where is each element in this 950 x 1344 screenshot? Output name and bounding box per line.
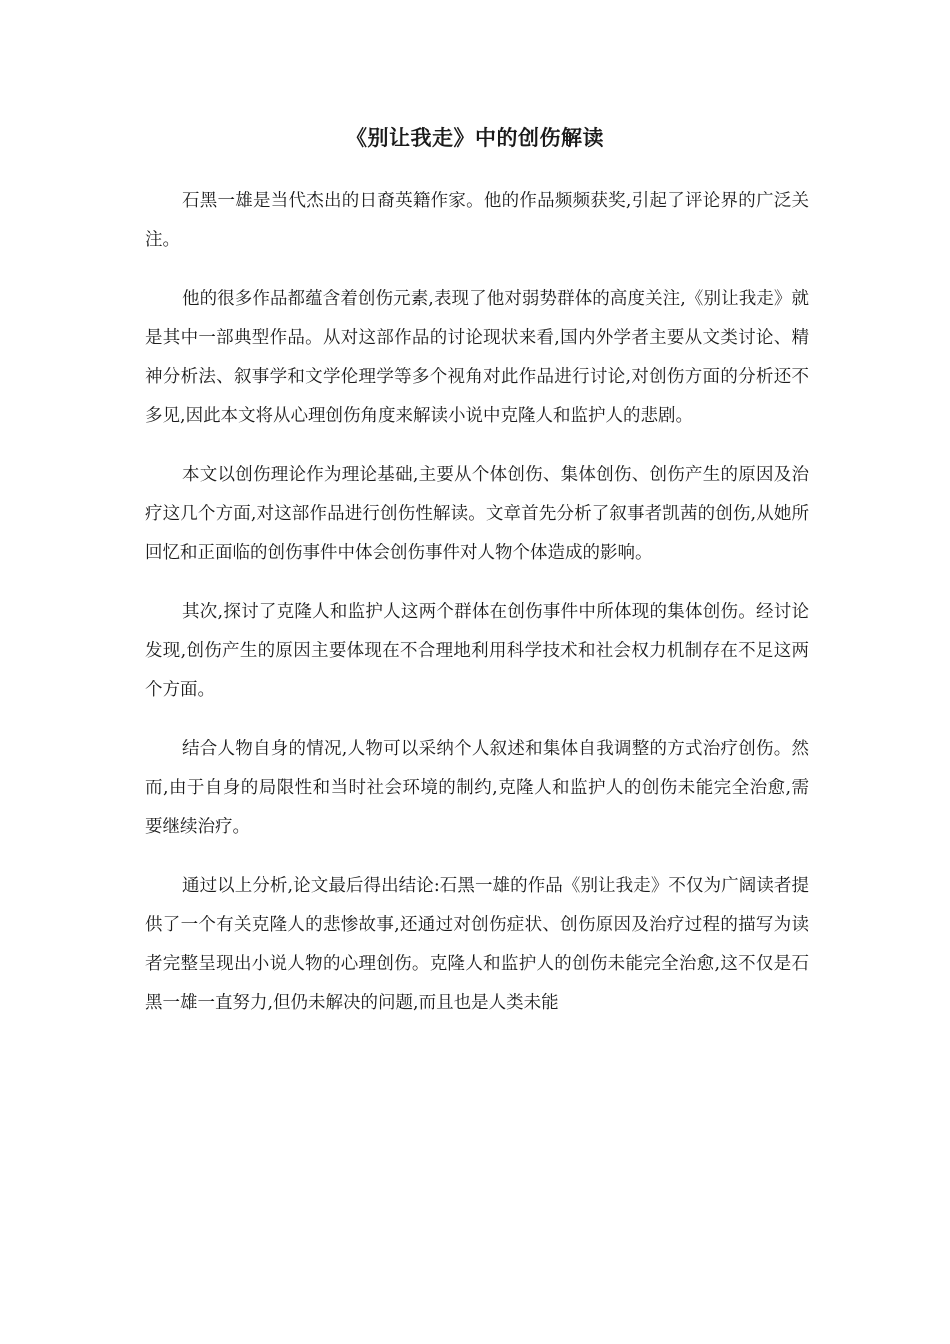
paragraph-4: 其次,探讨了克隆人和监护人这两个群体在创伤事件中所体现的集体创伤。经讨论发现,创伤产生的原因主要体现在不合理地利用科学技术和社会权力机制存在不足这两个方面。 [145, 602, 809, 700]
document-title: 《别让我走》中的创伤解读 [346, 125, 604, 150]
document-body [145, 182, 809, 1043]
paragraph-3: 本文以创伤理论作为理论基础,主要从个体创伤、集体创伤、创伤产生的原因及治疗这几个方面,对这部作品进行创伤性解读。文章首先分析了叙事者凯茜的创伤,从她所回忆和正面临的创伤事件中体会创伤事件对人物个体造成的影响。 [145, 465, 809, 563]
paragraph-6: 通过以上分析,论文最后得出结论:石黑一雄的作品《别让我走》不仅为广阔读者提供了一个有关克隆人的悲惨故事,还通过对创伤症状、创伤原因及治疗过程的描写为读者完整呈现出小说人物的心理创伤。克隆人和监护人的创伤未能完全治愈,这不仅是石黑一雄一直努力,但仍未解决的问题,而且也是人类未能 [145, 876, 809, 1013]
paragraph-1: 石黑一雄是当代杰出的日裔英籍作家。他的作品频频获奖,引起了评论界的广泛关注。 [145, 191, 809, 250]
paragraph-5: 结合人物自身的情况,人物可以采纳个人叙述和集体自我调整的方式治疗创伤。然而,由于自身的局限性和当时社会环境的制约,克隆人和监护人的创伤未能完全治愈,需要继续治疗。 [145, 739, 809, 837]
paragraph-2: 他的很多作品都蕴含着创伤元素,表现了他对弱势群体的高度关注,《别让我走》就是其中一部典型作品。从对这部作品的讨论现状来看,国内外学者主要从文类讨论、精神分析法、叙事学和文学伦理学等多个视角对此作品进行讨论,对创伤方面的分析还不多见,因此本文将从心理创伤角度来解读小说中克隆人和监护人的悲剧。 [145, 289, 809, 426]
